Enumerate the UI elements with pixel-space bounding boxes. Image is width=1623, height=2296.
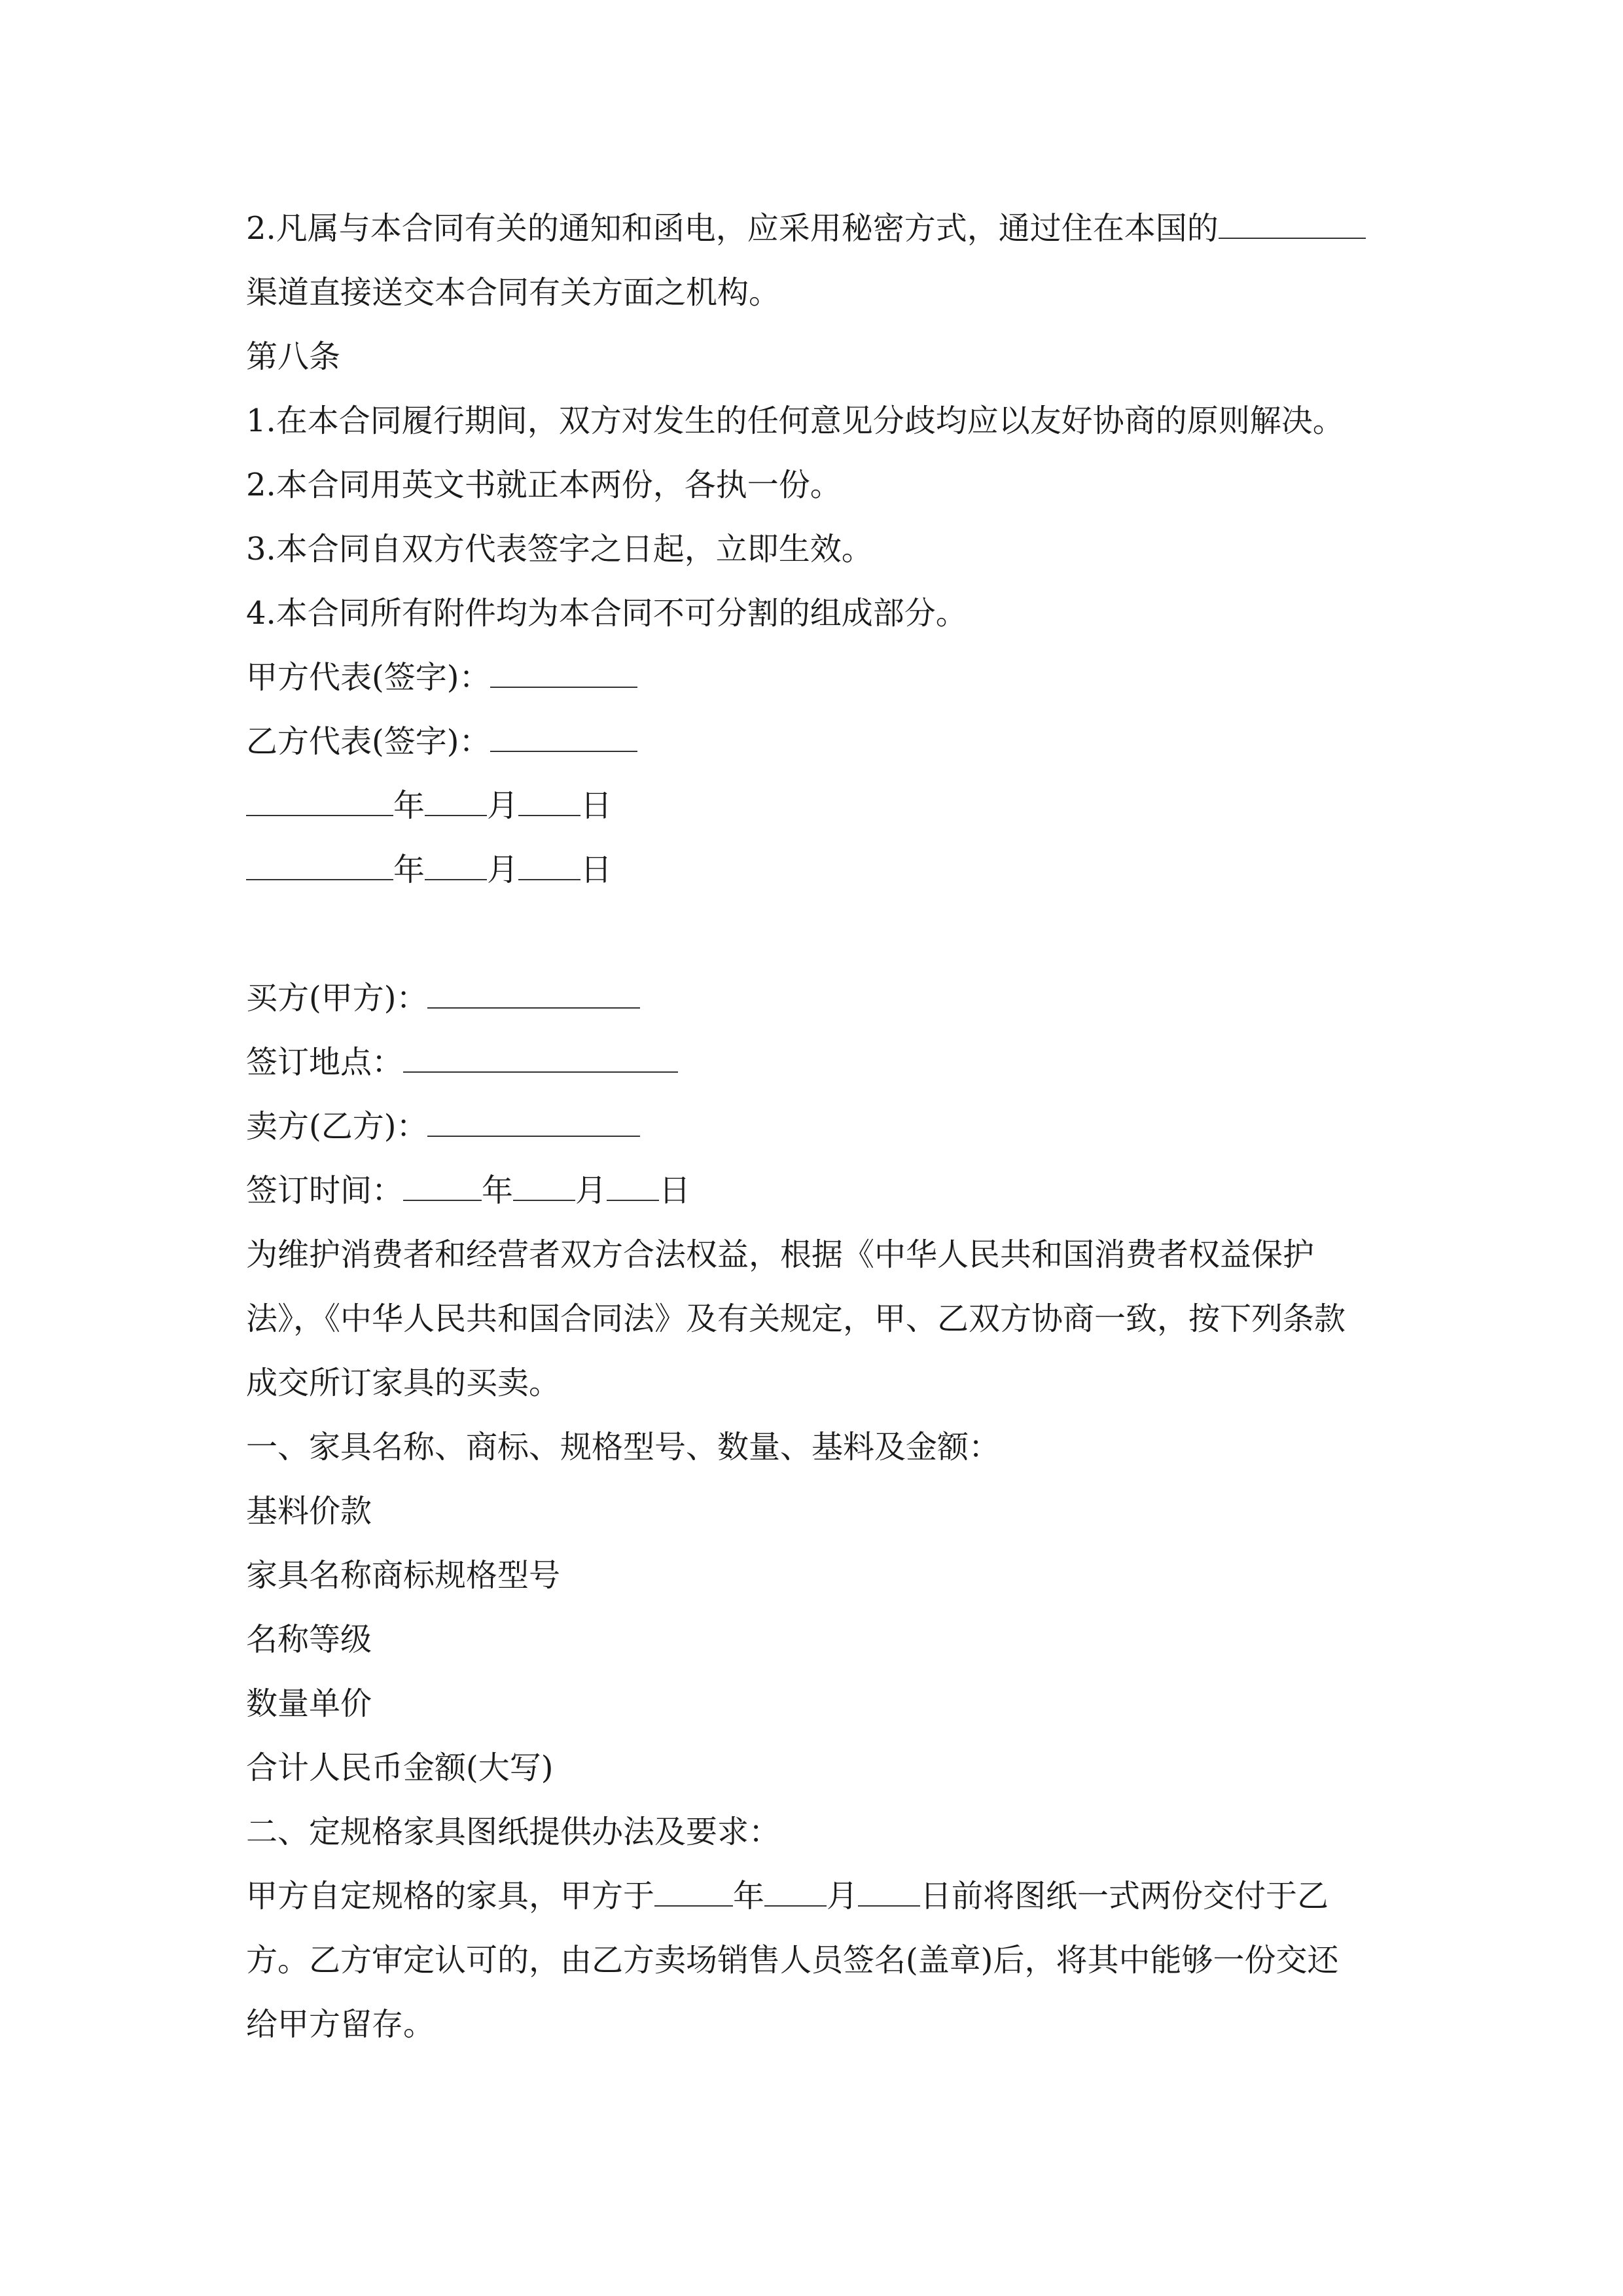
- year-unit: 年: [482, 1172, 514, 1209]
- signing-time-line: [246, 1158, 1382, 1223]
- seller-blank[interactable]: [427, 1109, 640, 1137]
- month-unit: 月: [487, 787, 519, 824]
- party-b-signature-blank[interactable]: [490, 725, 637, 752]
- month-unit: 月: [575, 1172, 607, 1209]
- party-b-signature-label: 乙方代表(签字)：: [246, 723, 491, 760]
- signing-place-label: 签订地点：: [246, 1044, 404, 1081]
- table-label-base-price: 基料价款: [246, 1493, 372, 1530]
- signing-day-blank[interactable]: [607, 1174, 659, 1201]
- date-line-1: [246, 774, 1382, 838]
- date-line-2: [246, 838, 1382, 902]
- section-2-heading: 二、定规格家具图纸提供办法及要求：: [246, 1814, 781, 1850]
- section-2-line-3: 给甲方留存。: [246, 2006, 435, 2043]
- clause-8-3: 3.本合同自双方代表签字之日起，立即生效。: [246, 531, 873, 567]
- clause-7-2-text: 2.凡属与本合同有关的通知和函电，应采用秘密方式，通过住在本国的: [246, 210, 1219, 247]
- buyer-label: 买方(甲方)：: [246, 980, 428, 1016]
- section-2-text-a: 甲方自定规格的家具，甲方于: [246, 1878, 655, 1914]
- article-8-heading: 第八条: [246, 338, 341, 375]
- month-unit: 月: [827, 1878, 859, 1914]
- day-unit: 日: [659, 1172, 691, 1209]
- clause-7-2-line-2: 渠道直接送交本合同有关方面之机构。: [246, 274, 781, 311]
- clause-8-2: 2.本合同用英文书就正本两份，各执一份。: [246, 467, 842, 503]
- drawing-year-blank[interactable]: [654, 1879, 733, 1907]
- party-a-signature-blank[interactable]: [490, 660, 637, 688]
- month-unit: 月: [487, 852, 519, 888]
- seller-label: 卖方(乙方)：: [246, 1108, 428, 1145]
- party-a-signature-label: 甲方代表(签字)：: [246, 659, 491, 696]
- signing-place-line: [246, 1030, 1382, 1094]
- signing-time-label: 签订时间：: [246, 1172, 404, 1209]
- drawing-month-blank[interactable]: [764, 1879, 827, 1907]
- party-b-signature-line: [246, 709, 1382, 774]
- date-1-month-blank[interactable]: [425, 789, 487, 816]
- seller-line: [246, 1094, 1382, 1158]
- signing-year-blank[interactable]: [403, 1174, 482, 1201]
- drawing-day-blank[interactable]: [858, 1879, 920, 1907]
- section-2-line-1: [246, 1864, 1382, 1928]
- day-unit: 日: [580, 787, 613, 824]
- buyer-line: [246, 966, 1382, 1030]
- table-label-furniture-model: 家具名称商标规格型号: [246, 1557, 561, 1594]
- year-unit: 年: [733, 1878, 765, 1914]
- year-unit: 年: [393, 787, 425, 824]
- date-2-year-blank[interactable]: [246, 853, 393, 880]
- section-2-line-2: 方。乙方审定认可的，由乙方卖场销售人员签名(盖章)后，将其中能够一份交还: [246, 1942, 1339, 1979]
- section-1-heading: 一、家具名称、商标、规格型号、数量、基料及金额：: [246, 1429, 1001, 1465]
- date-2-day-blank[interactable]: [518, 853, 580, 880]
- party-a-signature-line: [246, 645, 1382, 709]
- day-unit: 日: [580, 852, 613, 888]
- signing-place-blank[interactable]: [403, 1045, 678, 1073]
- table-label-name-grade: 名称等级: [246, 1621, 372, 1658]
- table-label-quantity-price: 数量单价: [246, 1685, 372, 1722]
- clause-7-2-line-1: [246, 196, 1382, 260]
- buyer-blank[interactable]: [427, 981, 640, 1009]
- channel-blank[interactable]: [1219, 211, 1366, 239]
- preamble-line-1: 为维护消费者和经营者双方合法权益，根据《中华人民共和国消费者权益保护: [246, 1236, 1315, 1273]
- clause-8-1: 1.在本合同履行期间，双方对发生的任何意见分歧均应以友好协商的原则解决。: [246, 403, 1344, 439]
- date-1-day-blank[interactable]: [518, 789, 580, 816]
- section-2-text-b: 日前将图纸一式两份交付于乙: [920, 1878, 1329, 1914]
- date-1-year-blank[interactable]: [246, 789, 393, 816]
- clause-8-4: 4.本合同所有附件均为本合同不可分割的组成部分。: [246, 595, 967, 632]
- section-gap: [246, 902, 1382, 966]
- preamble-line-2: 法》，《中华人民共和国合同法》及有关规定，甲、乙双方协商一致，按下列条款: [246, 1300, 1346, 1337]
- date-2-month-blank[interactable]: [425, 853, 487, 880]
- year-unit: 年: [393, 852, 425, 888]
- signing-month-blank[interactable]: [513, 1174, 575, 1201]
- preamble-line-3: 成交所订家具的买卖。: [246, 1365, 561, 1401]
- table-label-total-amount: 合计人民币金额(大写): [246, 1749, 554, 1786]
- document-body: [246, 196, 1382, 2056]
